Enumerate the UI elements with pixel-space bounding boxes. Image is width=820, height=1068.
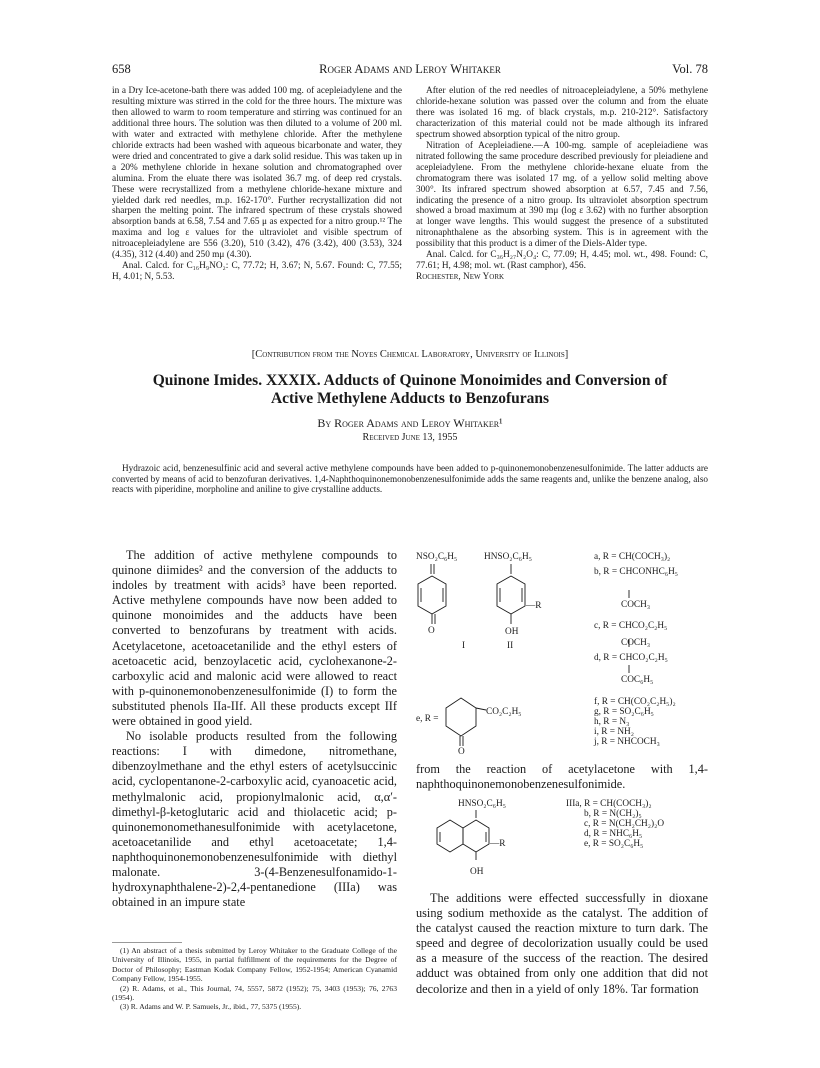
structure-label: II — [507, 641, 514, 651]
structure-label: —R — [490, 839, 506, 849]
substituent-line: a, R = CH(COCH₃)₂ — [594, 552, 671, 562]
abstract — [112, 463, 708, 495]
ring-I — [418, 576, 446, 614]
analysis-line: Anal. Calcd. for C₁₆H₉NO₂: C, 77.72; H, 3.67; N, 5.67. Found: C, 77.55; H, 4.01; N, 5.53. — [112, 261, 402, 283]
footnote: (3) R. Adams and W. P. Samuels, Jr., ibid., 77, 5375 (1955). — [120, 1002, 302, 1012]
structure-diagram — [416, 548, 708, 798]
substituent-line: d, R = NHC₆H₅ — [584, 829, 643, 839]
volume-label: Vol. 78 — [672, 62, 708, 76]
substituent-line: COC₆H₅ — [621, 675, 654, 685]
paragraph: from the reaction of acetylacetone with 1,4-naphthoquinonemonobenzenesulfonimide. — [416, 762, 708, 792]
location-line: Rochester, New York — [416, 272, 505, 283]
ring-III-right — [463, 820, 489, 852]
structure-label: —R — [526, 601, 542, 611]
structure-label: I — [462, 641, 466, 651]
substituent-line: h, R = N₃ — [594, 717, 630, 727]
substituent-line: g, R = SO₂C₆H₅ — [594, 707, 654, 717]
structure-label: HNSO₂C₆H₅ — [484, 552, 532, 562]
structure-label: NSO₂C₆H₅ — [416, 552, 458, 562]
substituent-line: j, R = NHCOCH₃ — [594, 737, 660, 747]
paragraph: After elution of the red needles of nitroacepleiadylene, a 50% methylene chloride-hexane solution was passed over the column and from the eluate there was isolated 16 mg. of black crystals, m.p. 210-212°. Satisfactory characterization of this material could not be made although its infrared spectrum showed absorption typical of the nitro group. — [416, 86, 708, 140]
title-line: Quinone Imides. XXXIX. Adducts of Quinone Monoimides and Conversion of — [152, 372, 668, 389]
received-date: Received June 13, 1955 — [362, 432, 458, 443]
ring-e — [446, 698, 476, 736]
paragraph: in a Dry Ice-acetone-bath there was added 100 mg. of acepleiadylene and the resulting mixture was stirred in the cold for the three hours. The mixture was then allowed to warm to room temperature and stirring was continued for an additional three hours. The solution was then diluted to a volume of 200 ml. with water and extracted with methylene chloride. After the methylene chloride extracts had been washed with aqueous bicarbonate and water, they were dried and concentrated to give a dark solid residue. This was taken up in a 20% methylene chloride in hexane solution and chromatographed over alumina. From the eluate there was isolated 36.7 mg. of deep red crystals. These were recrystallized from a methylene chloride-hexane mixture and yielded dark red needles, m.p. 162-170°. Further recrystallization did not sharpen the melting point. The infrared spectrum of these crystals showed absorption bands at 6.58, 7.54 and 7.65 μ as expected for a nitro group.¹² The maxima and log ε values for the ultraviolet and visible spectrum of nitroacepleiadylene are 556 (3.20), 510 (3.42), 476 (3.42), 400 (3.53), 324 (4.35), 312 (4.40) and 250 mμ (4.30). — [112, 86, 402, 261]
substituent-line: c, R = N(CH₂CH₂)₂O — [584, 819, 665, 829]
contribution-line: [Contribution from the Noyes Chemical Laboratory, University of Illinois] — [251, 349, 569, 360]
structure-label: O — [428, 626, 435, 636]
ring-III-left — [437, 820, 463, 852]
structure-label: OH — [470, 867, 484, 877]
paragraph: Nitration of Acepleiadiene.—A 100-mg. sample of acepleiadiene was nitrated following the same procedure described previously for pleiadiene and acepleiadylene. From the methylene chloride-hexane eluate from the chromatogram there was isolated 17 mg. of a yellow solid melting above 300°. Its infrared spectrum showed absorption at 6.57, 7.45 and 7.56, indicating the presence of a nitro group. Its ultraviolet absorption spectrum showed a broad maximum at 390 mμ (log ε 3.62) with no further absorption at longer wave lengths. This would suggest the presence of a substituted nitronaphthalene as the absorbing system. This is in agreement with the possibility that this product is a dimer of the Diels-Alder type. — [416, 140, 708, 250]
structure-diagram-III — [416, 796, 708, 886]
running-title: Roger Adams and Leroy Whitaker — [319, 62, 501, 76]
structure-label: O — [458, 747, 465, 757]
body-right-bottom — [416, 891, 708, 997]
structure-label: e, R = — [416, 714, 439, 724]
abstract-text: Hydrazoic acid, benzenesulfinic acid and several active methylene compounds have been added to p-quinonemonobenzenesulfonimide. The latter adducts are converted by means of acid to benzofuran derivatives. 1,4-Naphthoquinonemonobenzenesulfonimide adds the same reagents and, unlike the benzene analog, also reacts with piperidine, morpholine and aniline to give crystalline adducts. — [112, 463, 708, 495]
top-left-column — [112, 86, 402, 283]
substituent-line: COCH₃ — [621, 638, 651, 648]
article-title — [100, 372, 720, 408]
body-right-top — [416, 762, 708, 792]
analysis-line: Anal. Calcd. for C₃₆H₂₇N₂O₄: C, 77.09; H, 4.45; mol. wt., 498. Found: C, 77.61; H, 4.98; mol. wt. (Rast camphor), 456. — [416, 250, 708, 272]
footnote: (2) R. Adams, et al., This Journal, 74, 5557, 5872 (1952); 75, 3403 (1953); 76, 2763 (1954). — [112, 983, 397, 1003]
footnote-rule — [112, 942, 182, 943]
substituent-line: i, R = NH₂ — [594, 727, 634, 737]
substituent-line: e, R = SO₂C₆H₅ — [584, 839, 644, 849]
page-number: 658 — [112, 62, 131, 76]
substituent-line: d, R = CHCO₂C₂H₅ — [594, 653, 668, 663]
substituent-line: COCH₃ — [621, 600, 651, 610]
structure-label: HNSO₂C₆H₅ — [458, 799, 506, 809]
paragraph: The addition of active methylene compounds to quinone diimides² and the conversion of the adducts to indoles by treatment with acids³ have been reported. Active methylene compounds have now been added to quinone monoimides and the adducts have been converted to benzofurans by treatment with acids. Acetylacetone, acetoacetanilide and the ethyl esters of acetoacetic acid, benzoylacetic acid, cyclohexanone-2-carboxylic acid and malonic acid were allowed to react with p-quinonemonobenzenesulfonimide (I) to form the substituted phenols IIa-IIf. All these products except IIf were obtained in good yield. — [112, 548, 397, 729]
ring-II — [497, 576, 525, 614]
substituent-line: IIIa, R = CH(COCH₃)₂ — [566, 799, 652, 809]
structure-label: OH — [505, 627, 519, 637]
substituent-line: b, R = N(CH₂)₅ — [584, 809, 642, 819]
body-left-column — [112, 548, 397, 910]
substituent-line: b, R = CHCONHC₆H₅ — [594, 567, 679, 577]
footnotes — [112, 946, 397, 1012]
substituent-line: f, R = CH(CO₂C₂H₅)₂ — [594, 697, 676, 707]
top-right-column — [416, 86, 708, 283]
footnote: (1) An abstract of a thesis submitted by Leroy Whitaker to the Graduate College of the University of Illinois, 1955, in partial fulfillment of the requirements for the Degree of Doctor of Philosophy; Eastman Kodak Company Fellow, 1952-1954; American Cyanamid Company Fellow, 1954-1955. — [112, 946, 397, 984]
paragraph: The additions were effected successfully in dioxane using sodium methoxide as the catalyst. The addition of the catalyst caused the reaction mixture to turn dark. The speed and degree of decolorization usually could be used as a measure of the success of the reaction. The desired adduct was obtained from only one addition that did not decolorize and then in a yield of only 18%. Tar formation — [416, 891, 708, 996]
authors: By Roger Adams and Leroy Whitaker¹ — [317, 416, 503, 430]
paragraph: No isolable products resulted from the following reactions: I with dimedone, nitromethane, dibenzoylmethane and the ethyl esters of acetylsuccinic acid, cyclopentanone-2-carboxylic acid, cyanoacetic acid, methylmalonic acid, propionylmalonic acid, α,α′-dimethyl-β-ketoglutaric acid and thiolacetic acid; p-quinonemonomethanesulfonimide with acetylacetone, acetoacetanilide and ethyl acetoacetate; 1,4-naphthoquinonemonobenzenesulfonimide with diethyl malonate. 3-(4-Benzenesulfonamido-1-hydroxynaphthalene-2)-2,4-pentanedione (IIIa) was obtained in an impure state — [112, 729, 397, 910]
structure-label: CO₂C₂H₅ — [486, 707, 522, 717]
substituent-line: c, R = CHCO₂C₂H₅ — [594, 621, 668, 631]
title-line: Active Methylene Adducts to Benzofurans — [270, 390, 550, 407]
